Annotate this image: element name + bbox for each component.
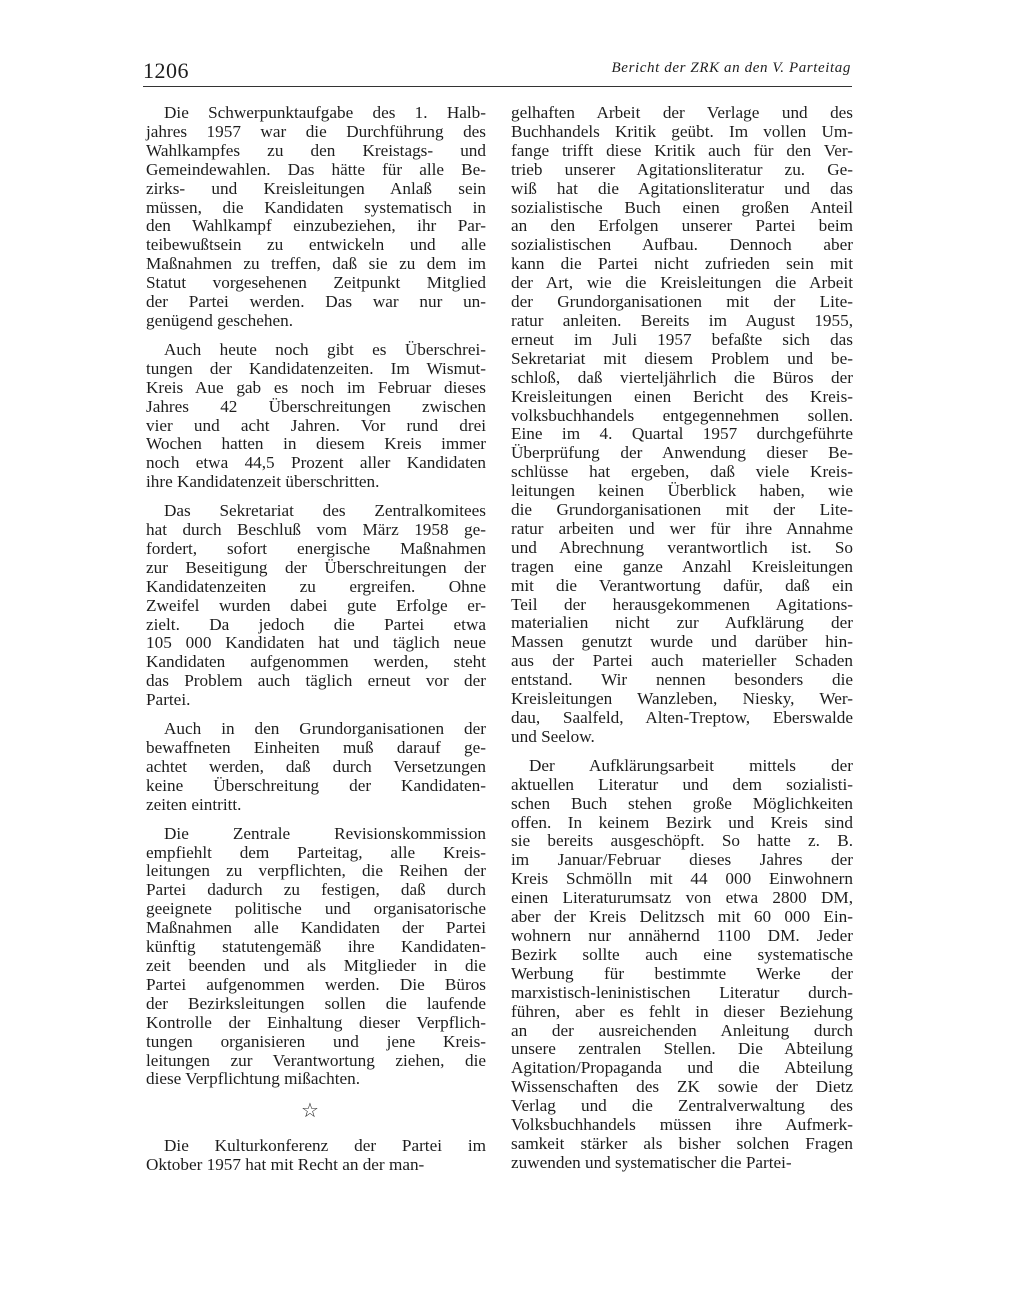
text-line: Auch heute noch gibt es Überschrei- — [164, 339, 486, 359]
paragraph — [146, 1137, 486, 1175]
text-line: vier und acht Jahren. Vor rund drei — [146, 415, 486, 435]
text-line: aber der Kreis Delitzsch mit 60 000 Ein- — [511, 907, 853, 927]
text-line: Die Schwerpunktaufgabe des 1. Halb- — [164, 103, 486, 122]
text-line: aktuellen Literatur und dem sozialisti- — [511, 774, 853, 794]
paragraph — [146, 341, 486, 492]
text-line: leitungen zur Verantwortung ziehen, die — [146, 1050, 486, 1070]
text-line: dau, Saalfeld, Alten-Treptow, Eberswalde — [511, 708, 853, 727]
text-line: das Problem auch täglich erneut vor der — [146, 671, 486, 691]
text-line: gelhaften Arbeit der Verlage und des — [511, 103, 853, 122]
text-line: schlüsse hat ergeben, daß viele Kreis- — [511, 462, 853, 482]
text-line: an den Erfolgen unserer Partei beim — [511, 216, 853, 236]
paragraph — [146, 720, 486, 815]
text-line: Maßnahmen zu treffen, daß sie zu dem im — [146, 254, 486, 274]
text-line: der Grundorganisationen mit der Lite- — [511, 292, 853, 312]
running-title: Bericht der ZRK an den V. Parteitag — [611, 60, 851, 76]
text-line: Oktober 1957 hat mit Recht an der man- — [146, 1155, 425, 1175]
text-line: Sekretariat mit diesem Problem und be- — [511, 348, 853, 368]
text-line: der Bezirksleitungen sollen die laufende — [146, 993, 486, 1013]
text-line: Kreis Schmölln mit 44 000 Einwohnern — [511, 869, 853, 889]
text-line: Verlag und die Zentralverwaltung des — [511, 1096, 853, 1116]
text-line: führen, aber es fehlt in dieser Beziehung — [511, 1001, 853, 1021]
text-line: bewaffneten Einheiten muß darauf ge- — [146, 738, 486, 757]
text-line: mit die Verantwortung dafür, daß ein — [511, 575, 853, 595]
text-line: volksbuchhandels entgegennehmen sollen. — [511, 405, 853, 425]
text-line: zeit beenden und als Mitglieder in die — [146, 955, 486, 975]
left-column-paragraphs-after-separator — [146, 1137, 486, 1175]
text-line: Kreis Aue gab es noch im Februar dieses — [146, 377, 486, 397]
text-line: Die Kulturkonferenz der Partei im — [164, 1136, 486, 1156]
text-line: Wochen hatten in diesem Kreis immer — [146, 434, 486, 454]
text-line: wiß hat die Agitationsliteratur und das — [511, 178, 853, 198]
text-line: unsere zentralen Stellen. Die Abteilung — [511, 1039, 853, 1059]
left-column — [146, 104, 486, 1185]
text-line: noch etwa 44,5 Prozent aller Kandidaten — [146, 453, 486, 473]
paragraph — [146, 825, 486, 1090]
paragraph — [511, 104, 853, 747]
text-line: einen Literaturumsatz von etwa 2800 DM, — [511, 888, 853, 908]
text-line: marxistisch-leninistischen Literatur durch- — [511, 982, 853, 1002]
text-line: Statut vorgesehenen Zeitpunkt Mitglied — [146, 273, 486, 293]
text-line: trieb unserer Agitationsliteratur zu. Ge- — [511, 159, 853, 179]
text-line: sie bereits ausgeschöpft. So hatte z. B. — [511, 831, 853, 851]
text-line: Partei aufgenommen werden. Die Büros — [146, 974, 486, 994]
left-column-paragraphs — [146, 104, 486, 1089]
text-line: tragen eine ganze Anzahl Kreisleitungen — [511, 556, 853, 576]
text-line: Der Aufklärungsarbeit mittels der — [529, 755, 853, 775]
text-line: leitungen keinen Überblick haben, wie — [511, 481, 853, 501]
section-separator-star-icon: ☆ — [301, 1100, 319, 1123]
text-line: Zweifel wurden dabei gute Erfolge er- — [146, 595, 486, 615]
text-line: zur Beseitigung der Überschreitungen der — [146, 557, 486, 577]
paragraph — [511, 757, 853, 1173]
text-line: aus der Partei auch materieller Schaden — [511, 651, 853, 671]
text-line: Bezirk sollte auch eine systematische — [511, 944, 853, 964]
text-line: samkeit stärker als bisher solchen Fragen — [511, 1133, 853, 1153]
text-line: an der ausreichenden Anleitung durch — [511, 1020, 853, 1040]
text-line: Auch in den Grundorganisationen der — [164, 719, 486, 739]
text-line: Kandidatenzeiten zu ergreifen. Ohne — [146, 576, 486, 596]
text-line: Jahres 42 Überschreitungen zwischen — [146, 396, 486, 416]
text-line: künftig statutengemäß ihre Kandidaten- — [146, 937, 486, 957]
text-line: die Grundorganisationen mit der Lite- — [511, 500, 853, 520]
text-line: sozialistischen Aufbau. Dennoch aber — [511, 235, 853, 255]
text-line: leitungen zu verpflichten, die Reihen der — [146, 861, 486, 881]
text-line: Wissenschaften des ZK sowie der Dietz — [511, 1077, 853, 1097]
text-line: Agitation/Propaganda und die Abteilung — [511, 1058, 853, 1078]
text-line: Kandidaten aufgenommen werden, steht — [146, 652, 486, 672]
text-line: keine Überschreitung der Kandidaten- — [146, 775, 486, 795]
text-line: Massen genutzt wurde und darüber hin- — [511, 632, 853, 652]
paragraph — [146, 104, 486, 331]
right-column-paragraphs — [511, 104, 853, 1173]
text-line: Das Sekretariat des Zentralkomitees — [164, 501, 486, 521]
text-line: materialien nicht zur Aufklärung der — [511, 613, 853, 633]
text-line: ratur arbeiten und wer für ihre Annahme — [511, 518, 853, 538]
text-line: erneut im Juli 1957 befaßte sich das — [511, 329, 853, 349]
text-line: Maßnahmen alle Kandidaten der Partei — [146, 918, 486, 938]
text-line: zirks- und Kreisleitungen Anlaß sein — [146, 178, 486, 198]
text-line: genügend geschehen. — [146, 310, 293, 330]
text-line: Volksbuchhandels müssen ihre Aufmerk- — [511, 1115, 853, 1135]
text-line: sozialistische Buch einen großen Anteil — [511, 197, 853, 217]
text-line: fange trifft diese Kritik auch für den Ver- — [511, 140, 853, 160]
text-line: wohnern nur annähernd 1100 DM. Jeder — [511, 925, 853, 945]
header-rule — [143, 86, 852, 87]
text-line: teibewußtsein zu entwickeln und alle — [146, 235, 486, 255]
text-line: Wahlkampfes zu den Kreistags- und — [146, 140, 486, 160]
text-line: schloß, daß vierteljährlich die Büros der — [511, 367, 853, 387]
text-line: tungen organisieren und jene Kreis- — [146, 1031, 486, 1051]
text-line: hat durch Beschluß vom März 1958 ge- — [146, 520, 486, 540]
text-line: der Art, wie die Kreisleitungen die Arbeit — [511, 273, 853, 293]
text-line: Eine im 4. Quartal 1957 durchgeführte — [511, 424, 853, 444]
text-line: schen Buch stehen große Möglichkeiten — [511, 793, 853, 813]
text-line: Teil der herausgekommenen Agitations- — [511, 594, 853, 614]
text-line: entstand. Wir nennen besonders die — [511, 670, 853, 690]
page-number: 1206 — [143, 58, 189, 83]
text-line: zielt. Da jedoch die Partei etwa — [146, 614, 486, 634]
text-line: müssen, die Kandidaten systematisch in — [146, 197, 486, 217]
text-line: zeiten eintritt. — [146, 794, 242, 814]
text-line: Die Zentrale Revisionskommission — [164, 823, 486, 843]
text-line: ihre Kandidatenzeit überschritten. — [146, 472, 380, 492]
text-line: kann die Partei nicht zufrieden sein mit — [511, 254, 853, 274]
text-line: Kreisleitungen einen Bericht des Kreis- — [511, 386, 853, 406]
text-line: Partei. — [146, 690, 191, 710]
text-line: Werbung für bestimmte Werke der — [511, 963, 853, 983]
text-line: Überprüfung der Anwendung dieser Be- — [511, 443, 853, 463]
text-line: achtet werden, daß durch Versetzungen — [146, 756, 486, 776]
text-line: geeignete politische und organisatorische — [146, 899, 486, 919]
text-line: diese Verpflichtung mißachten. — [146, 1069, 360, 1089]
text-line: Partei dadurch zu festigen, daß durch — [146, 880, 486, 900]
text-line: empfiehlt dem Parteitag, alle Kreis- — [146, 842, 486, 862]
text-line: den Wahlkampf einzubeziehen, ihr Par- — [146, 216, 486, 236]
text-line: Gemeindewahlen. Das hätte für alle Be- — [146, 159, 486, 179]
text-line: Buchhandels Kritik geübt. Im vollen Um- — [511, 121, 853, 141]
text-line: offen. In keinem Bezirk und Kreis sind — [511, 812, 853, 832]
text-line: im Januar/Februar dieses Jahres der — [511, 850, 853, 870]
text-line: Kreisleitungen Wanzleben, Niesky, Wer- — [511, 689, 853, 709]
text-line: und Abrechnung verantwortlich ist. So — [511, 537, 853, 557]
text-line: Kontrolle der Einhaltung dieser Verpflich- — [146, 1012, 486, 1032]
text-line: jahres 1957 war die Durchführung des — [146, 121, 486, 141]
text-line: zuwenden und systematischer die Partei- — [511, 1152, 792, 1172]
text-line: 105 000 Kandidaten hat und täglich neue — [146, 633, 486, 653]
text-line: und Seelow. — [511, 726, 595, 746]
text-line: fordert, sofort energische Maßnahmen — [146, 538, 486, 558]
text-line: der Partei werden. Das war nur un- — [146, 292, 486, 312]
right-column — [511, 104, 853, 1183]
paragraph — [146, 502, 486, 710]
text-line: ratur anleiten. Bereits im August 1955, — [511, 310, 853, 330]
text-line: tungen der Kandidatenzeiten. Im Wismut- — [146, 358, 486, 378]
